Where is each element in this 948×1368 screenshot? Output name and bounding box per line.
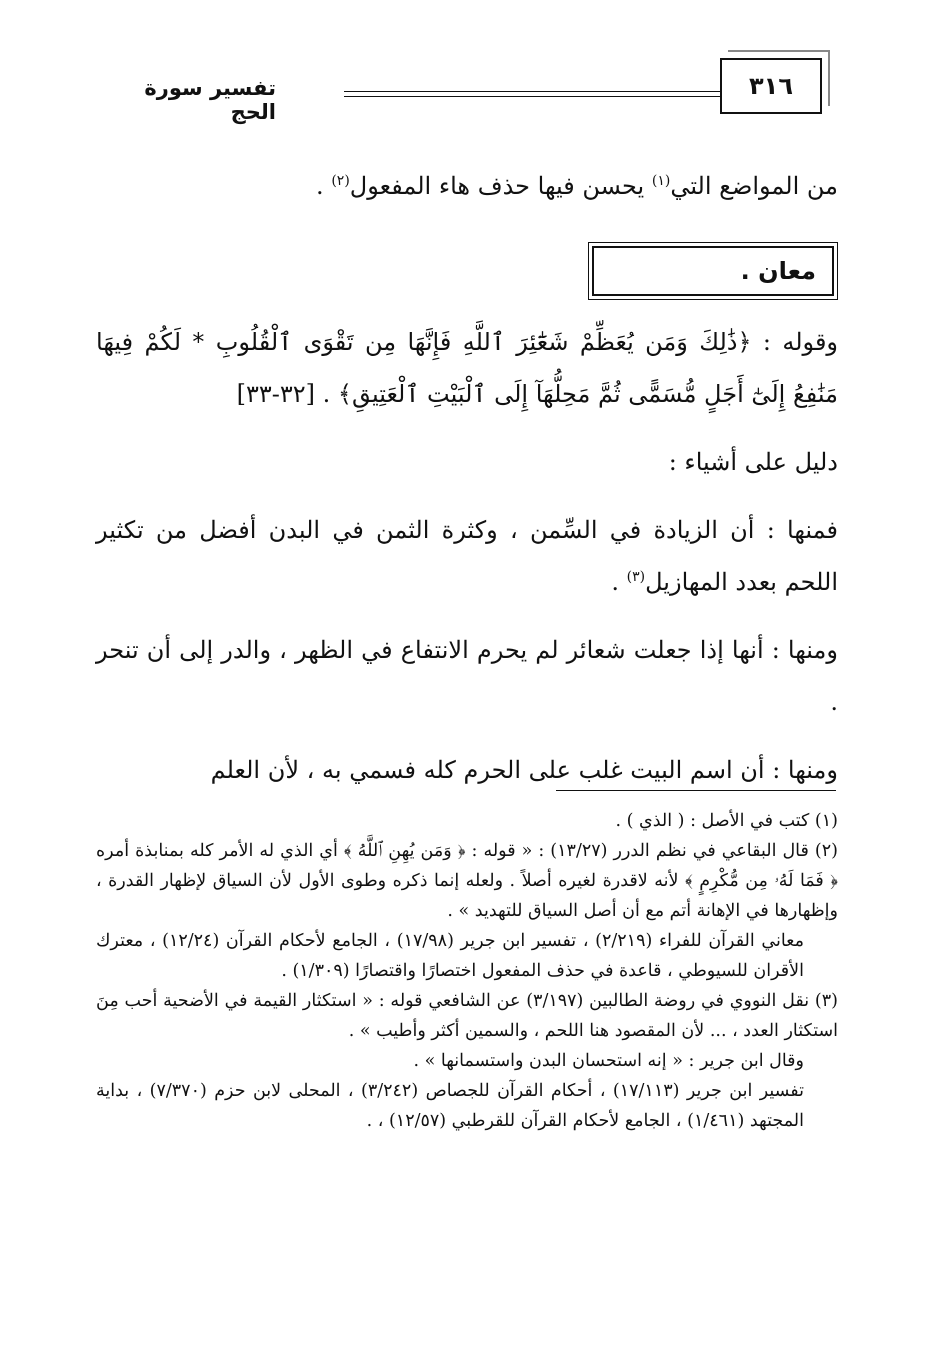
p1-text-c: . xyxy=(316,172,332,200)
paragraph-4: ومنها : أنها إذا جعلت شعائر لم يحرم الانتفاع في الظهر ، والدر إلى أن تنحر . xyxy=(96,636,838,716)
footnote-3: (٣) نقل النووي في روضة الطالبين (٣/١٩٧) عن الشافعي قوله : « استكثار القيمة في الأضحية أحب مِنَ استكثار العدد ، ... لأن المقصود هنا اللحم ، والسمين أكثر وأطيب » . xyxy=(96,991,838,1041)
paragraph-1 xyxy=(96,160,838,212)
running-title: تفسير سورة الحج xyxy=(144,76,276,124)
verse-reference: . [٣٢-٣٣] xyxy=(236,380,338,408)
p3-end: . xyxy=(611,568,627,596)
verse-intro: وقوله : xyxy=(751,328,839,356)
footnote-marker-1: (١) xyxy=(651,173,671,189)
footnote-marker-2: (٢) xyxy=(331,173,350,189)
footnote-separator xyxy=(556,790,836,791)
footnote-3-ibn-jarir: وقال ابن جرير : « إنه استحسان البدن واستسمانها » . xyxy=(413,1051,804,1071)
footnote-1: (١) كتب في الأصل : ( الذي ) . xyxy=(615,811,838,831)
quran-verse: ﴿ذَٰلِكَ وَمَن يُعَظِّمْ شَعَٰٓئِرَ ٱللَّهِ فَإِنَّهَا مِن تَقْوَى ٱلْقُلُوبِ * لَكُمْ فِيهَا مَنَٰفِعُ إِلَىٰٓ أَجَلٍ مُّسَمًّى ثُمَّ مَحِلُّهَآ إِلَى ٱلْبَيْتِ ٱلْعَتِيقِ﴾ xyxy=(96,328,838,408)
paragraph-2: دليل على أشياء : xyxy=(668,448,838,476)
main-text xyxy=(96,160,838,812)
section-heading-box xyxy=(592,246,834,296)
p1-text-a: من المواضع التي xyxy=(670,172,838,200)
footnote-marker-3: (٣) xyxy=(626,569,646,585)
section-heading: معان . xyxy=(740,257,816,285)
paragraph-3 xyxy=(96,504,838,608)
verse-paragraph xyxy=(96,316,838,420)
p3-text: فمنها : أن الزيادة في السِّمن ، وكثرة الثمن في البدن أفضل من تكثير اللحم بعدد المهازيل xyxy=(96,516,838,596)
footnotes xyxy=(96,806,838,1136)
p1-text-b: يحسن فيها حذف هاء المفعول xyxy=(349,172,652,200)
footnote-2: (٢) قال البقاعي في نظم الدرر (١٣/٢٧) : « قوله : ﴿ وَمَن يُهِنِ ٱللَّهُ ﴾ أي الذي له الأمر كله بمنابذة أمره ﴿ فَمَا لَهُۥ مِن مُّكْرِمٍ ﴾ لأنه لاقدرة لغيره أصلاً . ولعله إنما ذكره وطوى الأول لأن السياق لإظهار القدرة ، وإظهارها في الإهانة أتم مع أن أصل السياق للتهديد » . xyxy=(96,841,838,921)
footnote-2-references: معاني القرآن للفراء (٢/٢١٩) ، تفسير ابن جرير (١٧/٩٨) ، الجامع لأحكام القرآن (١٢/٢٤) ، معترك الأقران للسيوطي ، قاعدة في حذف المفعول اختصارًا واقتصارًا (١/٣٠٩) . xyxy=(96,931,804,981)
page-header xyxy=(96,58,836,122)
page-number: ٣١٦ xyxy=(720,58,822,114)
paragraph-5: ومنها : أن اسم البيت غلب على الحرم كله فسمي به ، لأن العلم xyxy=(210,756,838,784)
footnote-3-references: تفسير ابن جرير (١٧/١١٣) ، أحكام القرآن للجصاص (٣/٢٤٢) ، المحلى لابن حزم (٧/٣٧٠) ، بداية المجتهد (١/٤٦١) ، الجامع لأحكام القرآن للقرطبي (١٢/٥٧) ، . xyxy=(96,1081,805,1131)
